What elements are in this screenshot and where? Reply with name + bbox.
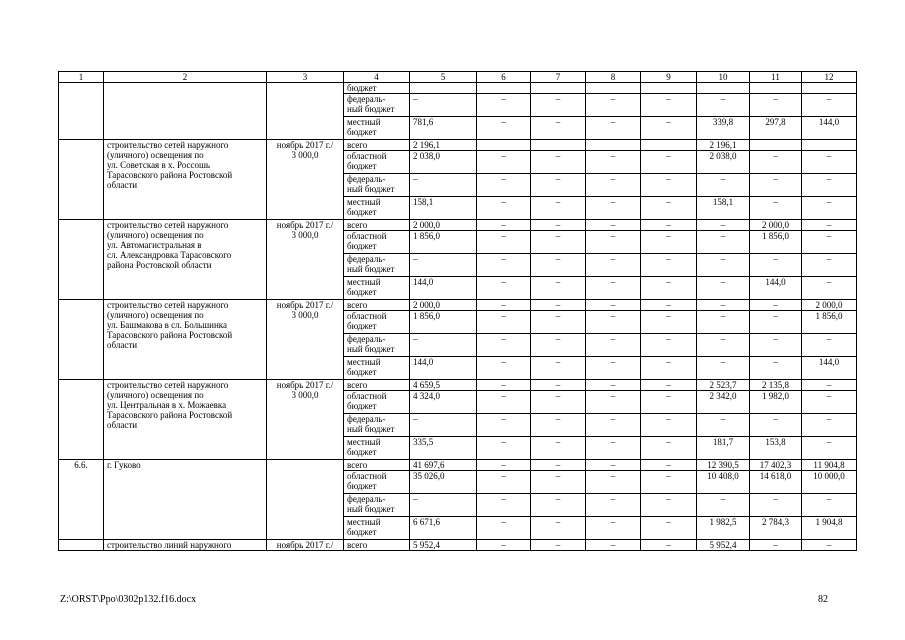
- value-cell: –: [641, 540, 697, 551]
- footer-file-path: Z:\ORST\Ppo\0302p132.f16.docx: [60, 594, 197, 605]
- item-name-cell: строительство сетей наружного (уличного) освещения по ул. Советская в х. Россошь Тарасовского района Ростовской области: [104, 140, 267, 220]
- period-cell: [267, 460, 344, 540]
- value-cell: –: [802, 174, 857, 197]
- value-cell: 2 784,3: [750, 517, 802, 540]
- funding-source-cell: всего: [344, 540, 410, 551]
- funding-source-cell: областной бюджет: [344, 391, 410, 414]
- value-cell: [750, 83, 802, 94]
- table-row: [59, 540, 857, 551]
- value-cell: –: [586, 540, 641, 551]
- value-cell: –: [477, 494, 531, 517]
- table-row: [59, 300, 857, 311]
- value-cell: –: [750, 94, 802, 117]
- value-cell: –: [531, 414, 586, 437]
- value-cell: 1 982,0: [750, 391, 802, 414]
- value-cell: –: [531, 380, 586, 391]
- value-cell: –: [586, 174, 641, 197]
- value-cell: –: [802, 231, 857, 254]
- value-cell: –: [586, 151, 641, 174]
- header-cell: 3: [267, 72, 344, 83]
- value-cell: –: [477, 197, 531, 220]
- value-cell: –: [802, 494, 857, 517]
- value-cell: 144,0: [750, 277, 802, 300]
- value-cell: –: [802, 391, 857, 414]
- value-cell: –: [477, 231, 531, 254]
- value-cell: –: [531, 197, 586, 220]
- value-cell: 2 196,1: [697, 140, 750, 151]
- row-number-cell: [59, 540, 104, 551]
- funding-source-cell: местный бюджет: [344, 277, 410, 300]
- value-cell: –: [641, 517, 697, 540]
- header-row: [59, 72, 857, 83]
- value-cell: –: [531, 117, 586, 140]
- row-number-cell: [59, 83, 104, 140]
- value-cell: 144,0: [802, 357, 857, 380]
- value-cell: 144,0: [410, 277, 477, 300]
- value-cell: 6 671,6: [410, 517, 477, 540]
- header-cell: 6: [477, 72, 531, 83]
- value-cell: 144,0: [410, 357, 477, 380]
- value-cell: 158,1: [410, 197, 477, 220]
- value-cell: –: [802, 334, 857, 357]
- value-cell: 181,7: [697, 437, 750, 460]
- period-cell: ноябрь 2017 г./ 3 000,0: [267, 220, 344, 300]
- page-number: 82: [818, 594, 828, 605]
- item-name-cell: строительство сетей наружного (уличного) освещения по ул. Автомагистральная в сл. Александровка Тарасовского района Ростовской области: [104, 220, 267, 300]
- value-cell: –: [641, 460, 697, 471]
- value-cell: –: [586, 94, 641, 117]
- funding-source-cell: бюджет: [344, 83, 410, 94]
- value-cell: 14 618,0: [750, 471, 802, 494]
- value-cell: –: [477, 300, 531, 311]
- funding-source-cell: федераль- ный бюджет: [344, 414, 410, 437]
- row-number-cell: [59, 380, 104, 460]
- header-cell: 10: [697, 72, 750, 83]
- item-name-cell: строительство линий наружного: [104, 540, 267, 551]
- value-cell: –: [802, 277, 857, 300]
- value-cell: –: [641, 117, 697, 140]
- value-cell: –: [750, 357, 802, 380]
- period-cell: ноябрь 2017 г./ 3 000,0: [267, 140, 344, 220]
- row-number-cell: [59, 300, 104, 380]
- value-cell: –: [802, 414, 857, 437]
- value-cell: –: [641, 94, 697, 117]
- value-cell: –: [750, 540, 802, 551]
- value-cell: –: [586, 391, 641, 414]
- value-cell: 35 026,0: [410, 471, 477, 494]
- value-cell: –: [531, 437, 586, 460]
- value-cell: –: [531, 391, 586, 414]
- value-cell: –: [641, 471, 697, 494]
- value-cell: 153,8: [750, 437, 802, 460]
- funding-source-cell: федераль- ный бюджет: [344, 94, 410, 117]
- value-cell: 297,8: [750, 117, 802, 140]
- value-cell: 5 952,4: [410, 540, 477, 551]
- value-cell: 10 000,0: [802, 471, 857, 494]
- value-cell: 2 000,0: [410, 300, 477, 311]
- value-cell: –: [531, 311, 586, 334]
- value-cell: –: [477, 471, 531, 494]
- value-cell: [697, 83, 750, 94]
- funding-source-cell: местный бюджет: [344, 357, 410, 380]
- value-cell: –: [641, 254, 697, 277]
- value-cell: [641, 140, 697, 151]
- funding-source-cell: всего: [344, 380, 410, 391]
- funding-source-cell: местный бюджет: [344, 437, 410, 460]
- value-cell: [410, 83, 477, 94]
- value-cell: –: [697, 334, 750, 357]
- value-cell: –: [641, 174, 697, 197]
- value-cell: –: [641, 494, 697, 517]
- value-cell: 2 000,0: [750, 220, 802, 231]
- value-cell: –: [477, 334, 531, 357]
- value-cell: –: [477, 277, 531, 300]
- value-cell: –: [477, 220, 531, 231]
- value-cell: [477, 83, 531, 94]
- value-cell: –: [586, 220, 641, 231]
- value-cell: –: [750, 300, 802, 311]
- value-cell: –: [477, 94, 531, 117]
- value-cell: –: [586, 517, 641, 540]
- period-cell: ноябрь 2017 г./: [267, 540, 344, 551]
- header-cell: 2: [104, 72, 267, 83]
- value-cell: 1 982,5: [697, 517, 750, 540]
- value-cell: –: [477, 357, 531, 380]
- row-number-cell: [59, 140, 104, 220]
- value-cell: –: [802, 540, 857, 551]
- value-cell: –: [586, 277, 641, 300]
- value-cell: –: [586, 437, 641, 460]
- header-cell: 7: [531, 72, 586, 83]
- value-cell: –: [750, 174, 802, 197]
- value-cell: –: [750, 494, 802, 517]
- funding-source-cell: всего: [344, 300, 410, 311]
- value-cell: –: [641, 357, 697, 380]
- value-cell: –: [586, 300, 641, 311]
- funding-source-cell: областной бюджет: [344, 311, 410, 334]
- value-cell: 781,6: [410, 117, 477, 140]
- item-name-cell: [104, 83, 267, 140]
- budget-table: [58, 71, 857, 551]
- value-cell: –: [410, 174, 477, 197]
- value-cell: –: [586, 494, 641, 517]
- header-cell: 1: [59, 72, 104, 83]
- header-cell: 11: [750, 72, 802, 83]
- table-row: [59, 83, 857, 94]
- item-name-cell: строительство сетей наружного (уличного) освещения по ул. Башмакова в сл. Большинка Тарасовского района Ростовской области: [104, 300, 267, 380]
- value-cell: –: [697, 220, 750, 231]
- funding-source-cell: местный бюджет: [344, 117, 410, 140]
- funding-source-cell: федераль- ный бюджет: [344, 494, 410, 517]
- table-row: [59, 140, 857, 151]
- value-cell: –: [477, 460, 531, 471]
- value-cell: –: [697, 254, 750, 277]
- value-cell: 41 697,6: [410, 460, 477, 471]
- value-cell: –: [531, 174, 586, 197]
- value-cell: [750, 140, 802, 151]
- value-cell: 335,5: [410, 437, 477, 460]
- funding-source-cell: федераль- ный бюджет: [344, 334, 410, 357]
- value-cell: 2 038,0: [697, 151, 750, 174]
- value-cell: –: [477, 117, 531, 140]
- value-cell: –: [641, 231, 697, 254]
- table-row: [59, 460, 857, 471]
- period-cell: ноябрь 2017 г./ 3 000,0: [267, 300, 344, 380]
- value-cell: 11 904,8: [802, 460, 857, 471]
- value-cell: –: [586, 471, 641, 494]
- value-cell: –: [410, 94, 477, 117]
- value-cell: –: [641, 220, 697, 231]
- value-cell: [531, 140, 586, 151]
- value-cell: –: [531, 357, 586, 380]
- value-cell: –: [531, 151, 586, 174]
- value-cell: 1 856,0: [410, 231, 477, 254]
- value-cell: –: [477, 437, 531, 460]
- value-cell: 2 000,0: [802, 300, 857, 311]
- value-cell: –: [641, 277, 697, 300]
- header-cell: 8: [586, 72, 641, 83]
- funding-source-cell: федераль- ный бюджет: [344, 254, 410, 277]
- value-cell: –: [697, 277, 750, 300]
- funding-source-cell: областной бюджет: [344, 471, 410, 494]
- value-cell: 1 856,0: [802, 311, 857, 334]
- value-cell: –: [802, 151, 857, 174]
- value-cell: –: [641, 151, 697, 174]
- table-row: [59, 380, 857, 391]
- value-cell: –: [531, 277, 586, 300]
- period-cell: ноябрь 2017 г./ 3 000,0: [267, 380, 344, 460]
- value-cell: –: [410, 494, 477, 517]
- value-cell: [477, 140, 531, 151]
- value-cell: –: [531, 254, 586, 277]
- funding-source-cell: местный бюджет: [344, 517, 410, 540]
- value-cell: –: [477, 311, 531, 334]
- table-body: [59, 72, 857, 551]
- value-cell: 144,0: [802, 117, 857, 140]
- value-cell: 2 038,0: [410, 151, 477, 174]
- value-cell: [802, 140, 857, 151]
- value-cell: –: [802, 94, 857, 117]
- period-cell: [267, 83, 344, 140]
- value-cell: –: [477, 254, 531, 277]
- value-cell: –: [641, 300, 697, 311]
- value-cell: 17 402,3: [750, 460, 802, 471]
- value-cell: –: [477, 391, 531, 414]
- table-row: [59, 220, 857, 231]
- value-cell: –: [586, 334, 641, 357]
- value-cell: 2 523,7: [697, 380, 750, 391]
- value-cell: 339,8: [697, 117, 750, 140]
- value-cell: –: [531, 494, 586, 517]
- value-cell: 12 390,5: [697, 460, 750, 471]
- value-cell: –: [641, 391, 697, 414]
- value-cell: –: [531, 231, 586, 254]
- value-cell: [802, 83, 857, 94]
- value-cell: 1 856,0: [750, 231, 802, 254]
- value-cell: –: [641, 334, 697, 357]
- value-cell: –: [802, 220, 857, 231]
- value-cell: –: [750, 414, 802, 437]
- value-cell: 1 856,0: [410, 311, 477, 334]
- row-number-cell: 6.6.: [59, 460, 104, 540]
- value-cell: –: [750, 254, 802, 277]
- value-cell: –: [531, 540, 586, 551]
- value-cell: 2 196,1: [410, 140, 477, 151]
- value-cell: –: [697, 414, 750, 437]
- value-cell: –: [750, 197, 802, 220]
- value-cell: 2 342,0: [697, 391, 750, 414]
- value-cell: –: [477, 540, 531, 551]
- funding-source-cell: всего: [344, 220, 410, 231]
- value-cell: –: [586, 380, 641, 391]
- value-cell: [641, 83, 697, 94]
- value-cell: –: [586, 117, 641, 140]
- funding-source-cell: федераль- ный бюджет: [344, 174, 410, 197]
- value-cell: –: [802, 380, 857, 391]
- value-cell: –: [697, 174, 750, 197]
- value-cell: 10 408,0: [697, 471, 750, 494]
- value-cell: –: [641, 197, 697, 220]
- value-cell: –: [802, 197, 857, 220]
- value-cell: –: [531, 220, 586, 231]
- row-number-cell: [59, 220, 104, 300]
- value-cell: –: [531, 517, 586, 540]
- value-cell: –: [531, 334, 586, 357]
- funding-source-cell: областной бюджет: [344, 151, 410, 174]
- value-cell: –: [410, 334, 477, 357]
- value-cell: [586, 140, 641, 151]
- funding-source-cell: местный бюджет: [344, 197, 410, 220]
- header-cell: 4: [344, 72, 410, 83]
- funding-source-cell: областной бюджет: [344, 231, 410, 254]
- header-cell: 5: [410, 72, 477, 83]
- value-cell: 158,1: [697, 197, 750, 220]
- value-cell: –: [697, 311, 750, 334]
- value-cell: –: [697, 94, 750, 117]
- funding-source-cell: всего: [344, 460, 410, 471]
- value-cell: –: [531, 94, 586, 117]
- value-cell: –: [477, 380, 531, 391]
- value-cell: –: [802, 254, 857, 277]
- value-cell: –: [477, 151, 531, 174]
- value-cell: –: [750, 334, 802, 357]
- value-cell: –: [750, 151, 802, 174]
- value-cell: –: [586, 311, 641, 334]
- item-name-cell: г. Гуково: [104, 460, 267, 540]
- value-cell: –: [641, 437, 697, 460]
- value-cell: –: [641, 380, 697, 391]
- value-cell: –: [410, 254, 477, 277]
- header-cell: 12: [802, 72, 857, 83]
- value-cell: 4 659,5: [410, 380, 477, 391]
- value-cell: 2 135,8: [750, 380, 802, 391]
- item-name-cell: строительство сетей наружного (уличного) освещения по ул. Центральная в х. Можаевка Тарасовского района Ростовской области: [104, 380, 267, 460]
- value-cell: –: [697, 494, 750, 517]
- value-cell: [531, 83, 586, 94]
- value-cell: –: [750, 311, 802, 334]
- value-cell: –: [586, 197, 641, 220]
- value-cell: –: [531, 300, 586, 311]
- value-cell: –: [697, 300, 750, 311]
- value-cell: –: [641, 311, 697, 334]
- value-cell: –: [586, 254, 641, 277]
- value-cell: –: [802, 437, 857, 460]
- value-cell: –: [697, 357, 750, 380]
- value-cell: –: [477, 174, 531, 197]
- value-cell: 5 952,4: [697, 540, 750, 551]
- value-cell: –: [641, 414, 697, 437]
- value-cell: –: [586, 414, 641, 437]
- value-cell: –: [410, 414, 477, 437]
- value-cell: [586, 83, 641, 94]
- value-cell: 1 904,8: [802, 517, 857, 540]
- value-cell: –: [586, 231, 641, 254]
- value-cell: –: [586, 357, 641, 380]
- value-cell: –: [531, 471, 586, 494]
- value-cell: –: [586, 460, 641, 471]
- value-cell: 2 000,0: [410, 220, 477, 231]
- value-cell: 4 324,0: [410, 391, 477, 414]
- value-cell: –: [531, 460, 586, 471]
- value-cell: –: [477, 517, 531, 540]
- funding-source-cell: всего: [344, 140, 410, 151]
- value-cell: –: [697, 231, 750, 254]
- header-cell: 9: [641, 72, 697, 83]
- value-cell: –: [477, 414, 531, 437]
